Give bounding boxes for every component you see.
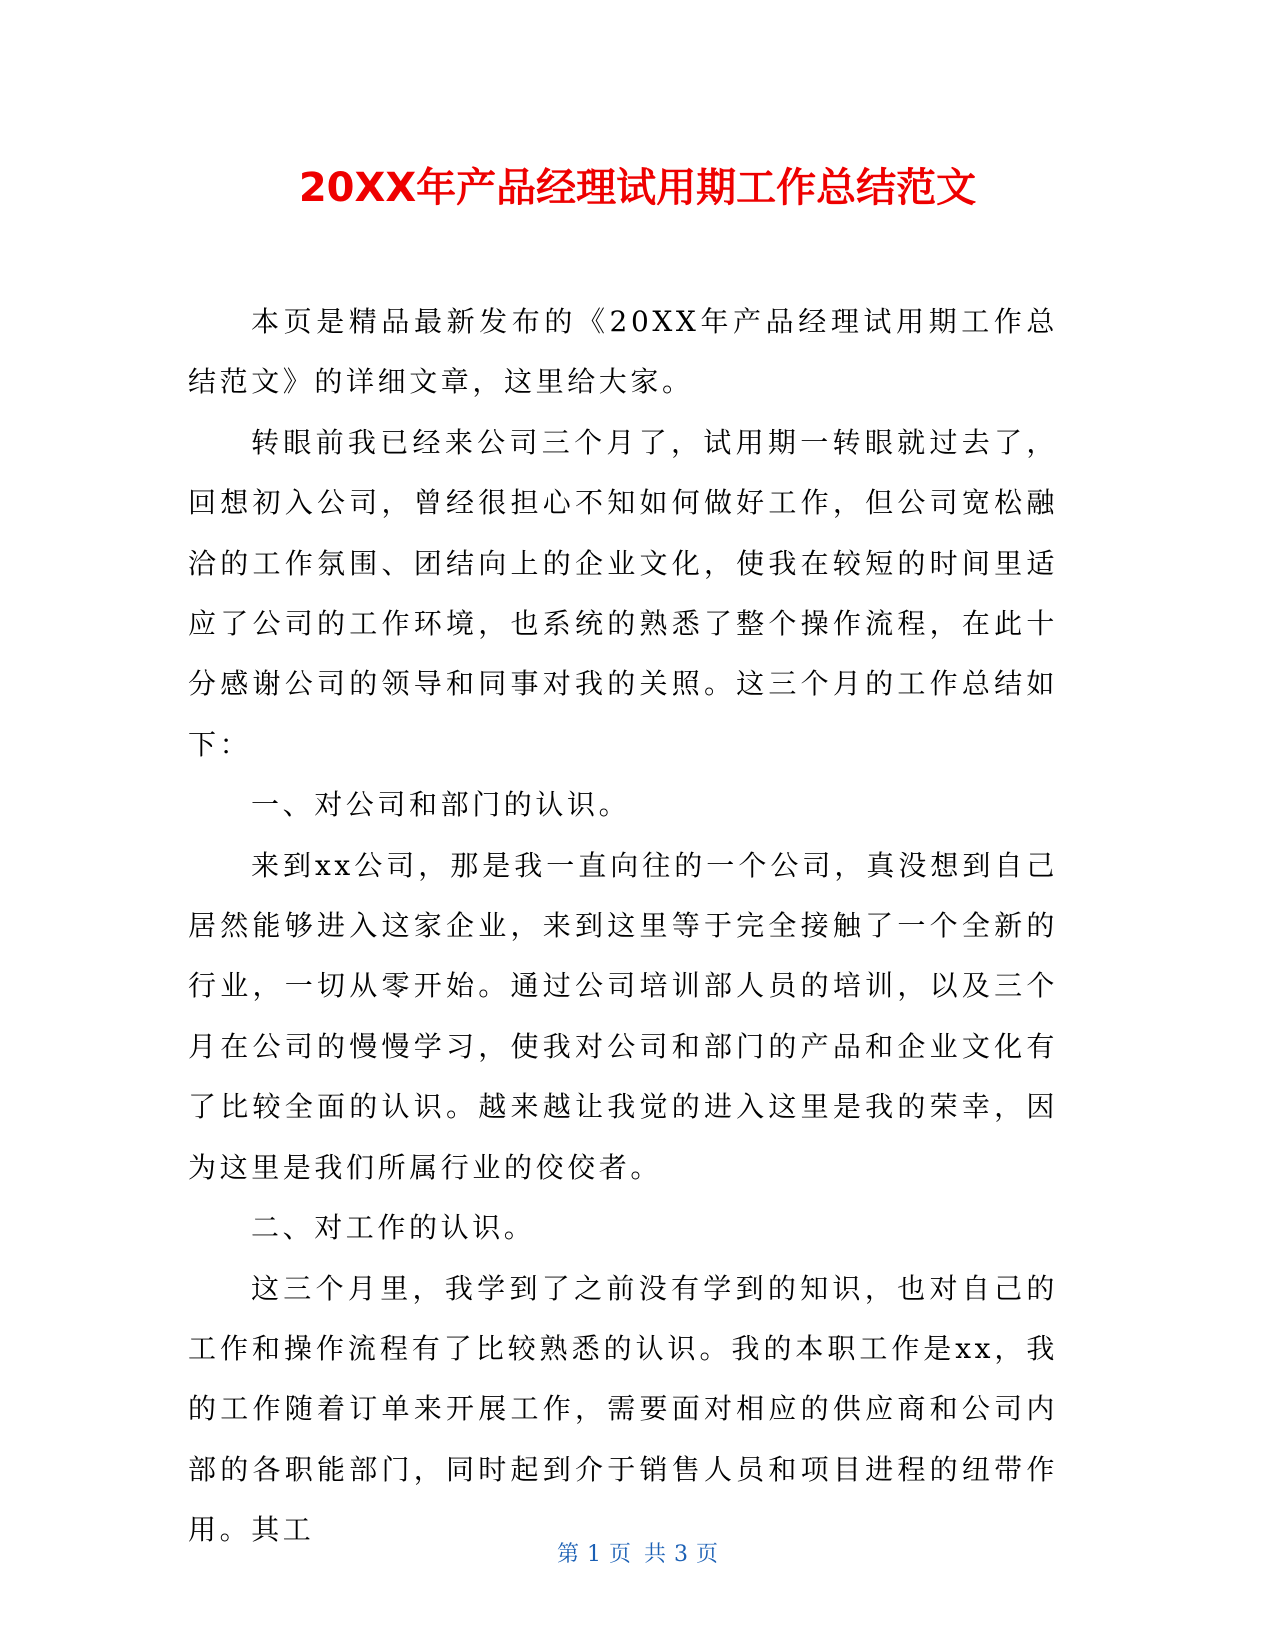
footer-prefix: 第 [556, 1542, 579, 1567]
section-heading-company: 一、对公司和部门的认识。 [251, 788, 631, 822]
paragraph-company: 来到xx公司，那是我一直向往的一个公司，真没想到自己居然能够进入这家企业，来到这里等于完全接触了一个全新的行业，一切从零开始。通过公司培训部人员的培训，以及三个月在公司的慢慢学习，使我对公司和部门的产品和企业文化有了比较全面的认识。越来越让我觉的进入这里是我的荣幸，因为这里是我们所属行业的佼佼者。 [188, 848, 1058, 1184]
footer-total-pages: 3 [674, 1542, 688, 1567]
paragraph-opening: 转眼前我已经来公司三个月了，试用期一转眼就过去了，回想初入公司，曾经很担心不知如何做好工作，但公司宽松融洽的工作氛围、团结向上的企业文化，使我在较短的时间里适应了公司的工作环境，也系统的熟悉了整个操作流程，在此十分感谢公司的领导和同事对我的关照。这三个月的工作总结如下： [188, 425, 1058, 761]
document-body [188, 292, 1058, 1561]
paragraph-work: 这三个月里，我学到了之前没有学到的知识，也对自己的工作和操作流程有了比较熟悉的认识。我的本职工作是xx，我的工作随着订单来开展工作，需要面对相应的供应商和公司内部的各职能部门，同时起到介于销售人员和项目进程的纽带作用。其工 [188, 1271, 1058, 1547]
footer-suffix: 页 [696, 1542, 719, 1567]
document-title: 20XX年产品经理试用期工作总结范文 [298, 165, 977, 211]
paragraph-intro: 本页是精品最新发布的《20XX年产品经理试用期工作总结范文》的详细文章，这里给大家。 [188, 305, 1058, 399]
footer-current-page: 1 [587, 1542, 601, 1567]
page-number-footer [0, 1540, 1275, 1570]
footer-middle: 页 共 [609, 1542, 666, 1567]
section-heading-work: 二、对工作的认识。 [251, 1211, 536, 1245]
